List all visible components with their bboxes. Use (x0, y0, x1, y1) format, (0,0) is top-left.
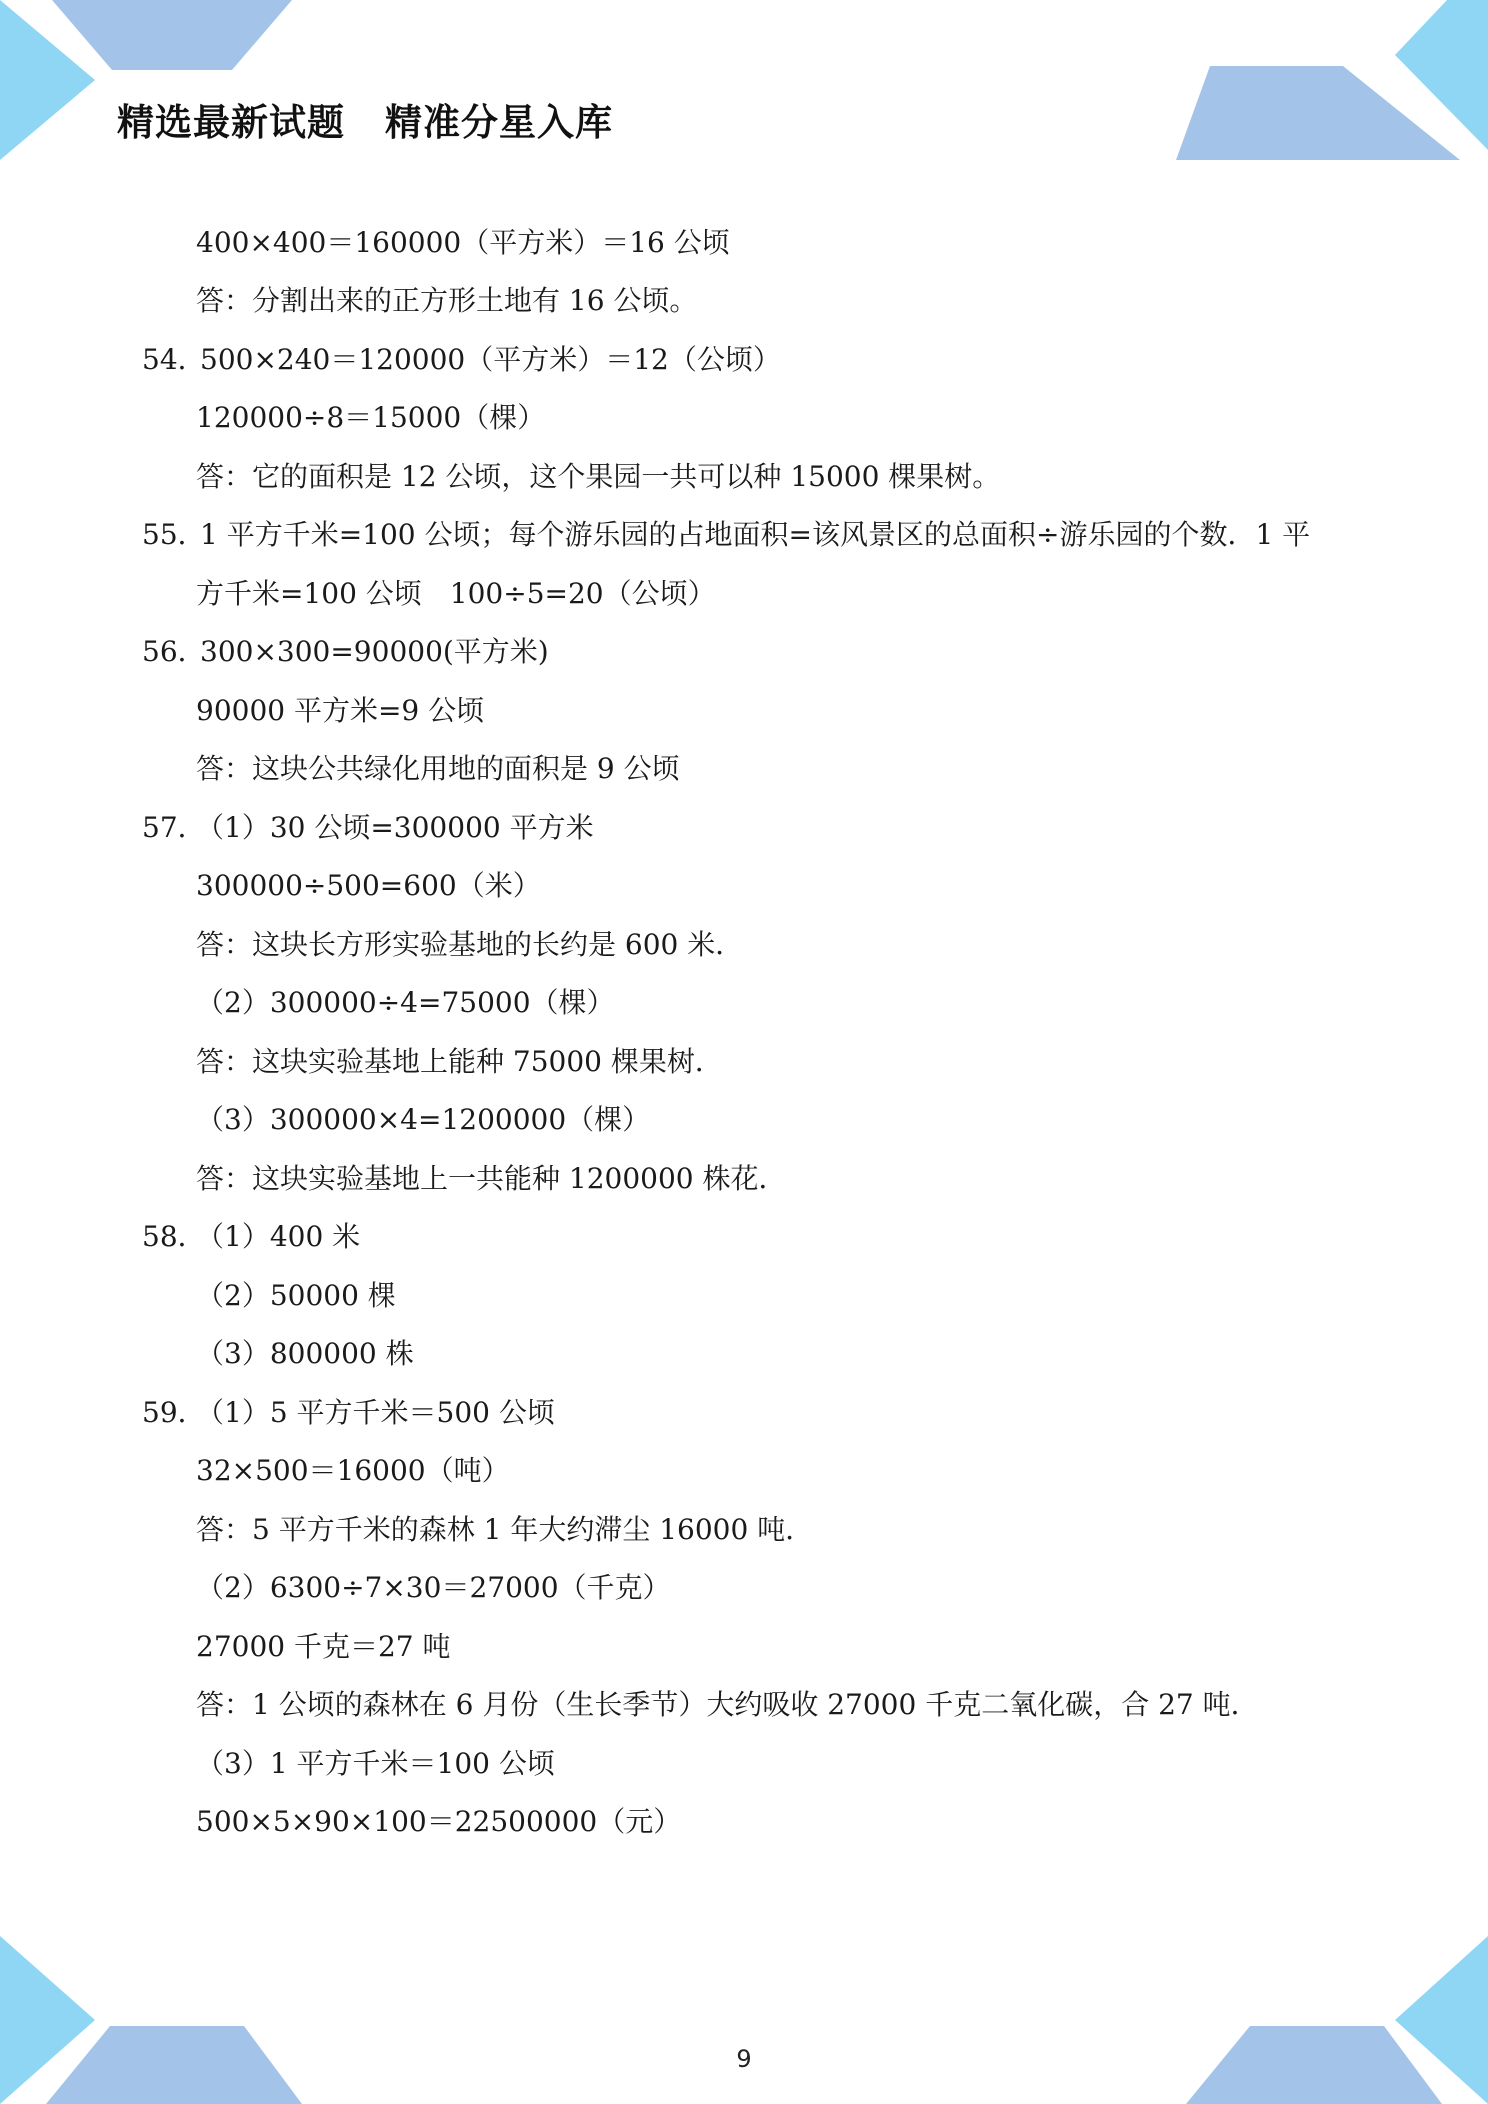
question-number: 59． (142, 1396, 206, 1429)
question-number: 58． (142, 1220, 206, 1253)
question-line-56 (142, 635, 549, 669)
text-line: 答：分割出来的正方形土地有 16 公顷。 (196, 284, 698, 317)
text-line: 120000÷8＝15000（棵） (196, 401, 546, 434)
header-title-part2: 精准分星入库 (385, 101, 613, 144)
question-line-58 (142, 1220, 360, 1254)
question-number: 56． (142, 635, 206, 668)
text-line: 27000 千克＝27 吨 (196, 1630, 451, 1663)
text-line: （2）50000 棵 (196, 1279, 396, 1312)
text-line: 300×300=90000(平方米) (200, 635, 549, 668)
question-line-54 (142, 343, 781, 377)
header-title (117, 92, 613, 146)
text-line: 答：这块公共绿化用地的面积是 9 公顷 (196, 752, 680, 785)
text-line: 1 平方千米=100 公顷；每个游乐园的占地面积=该风景区的总面积÷游乐园的个数．1 平 (200, 518, 1311, 551)
question-number: 54． (142, 343, 206, 376)
question-line-55 (142, 518, 1310, 552)
text-line: 32×500＝16000（吨） (196, 1454, 510, 1487)
text-line: 500×5×90×100＝22500000（元） (196, 1805, 682, 1838)
text-line: （2）6300÷7×30＝27000（千克） (196, 1571, 671, 1604)
text-line: 90000 平方米=9 公顷 (196, 694, 485, 727)
text-line: 答：它的面积是 12 公顷，这个果园一共可以种 15000 棵果树。 (196, 460, 1001, 493)
text-line: （1）30 公顷=300000 平方米 (196, 811, 594, 844)
text-line: 答：这块实验基地上能种 75000 棵果树． (196, 1045, 723, 1078)
text-line: （2）300000÷4=75000（棵） (196, 986, 615, 1019)
header-title-part1: 精选最新试题 (117, 101, 345, 144)
question-number: 57． (142, 811, 206, 844)
text-line: 答：这块实验基地上一共能种 1200000 株花． (196, 1162, 787, 1195)
text-line: 答：这块长方形实验基地的长约是 600 米． (196, 928, 744, 961)
text-line: 400×400＝160000（平方米）＝16 公顷 (196, 226, 730, 259)
question-line-57 (142, 811, 594, 845)
page-number: 9 (736, 2045, 752, 2073)
top-left-trapezoid (52, 0, 292, 70)
text-line: （3）1 平方千米＝100 公顷 (196, 1747, 555, 1780)
text-line: （3）300000×4=1200000（棵） (196, 1103, 651, 1136)
text-line: 方千米=100 公顷 100÷5=20（公顷） (196, 577, 716, 610)
text-line: 答：5 平方千米的森林 1 年大约滞尘 16000 吨． (196, 1513, 814, 1546)
question-line-59 (142, 1396, 555, 1430)
text-line: （1）400 米 (196, 1220, 361, 1253)
text-line: 500×240＝120000（平方米）＝12（公顷） (200, 343, 781, 376)
text-line: （3）800000 株 (196, 1337, 414, 1370)
text-line: 答：1 公顷的森林在 6 月份（生长季节）大约吸收 27000 千克二氧化碳，合 27 吨． (196, 1688, 1259, 1721)
question-number: 55． (142, 518, 206, 551)
text-line: （1）5 平方千米＝500 公顷 (196, 1396, 555, 1429)
text-line: 300000÷500=600（米） (196, 869, 541, 902)
top-right-trapezoid (1176, 66, 1460, 160)
